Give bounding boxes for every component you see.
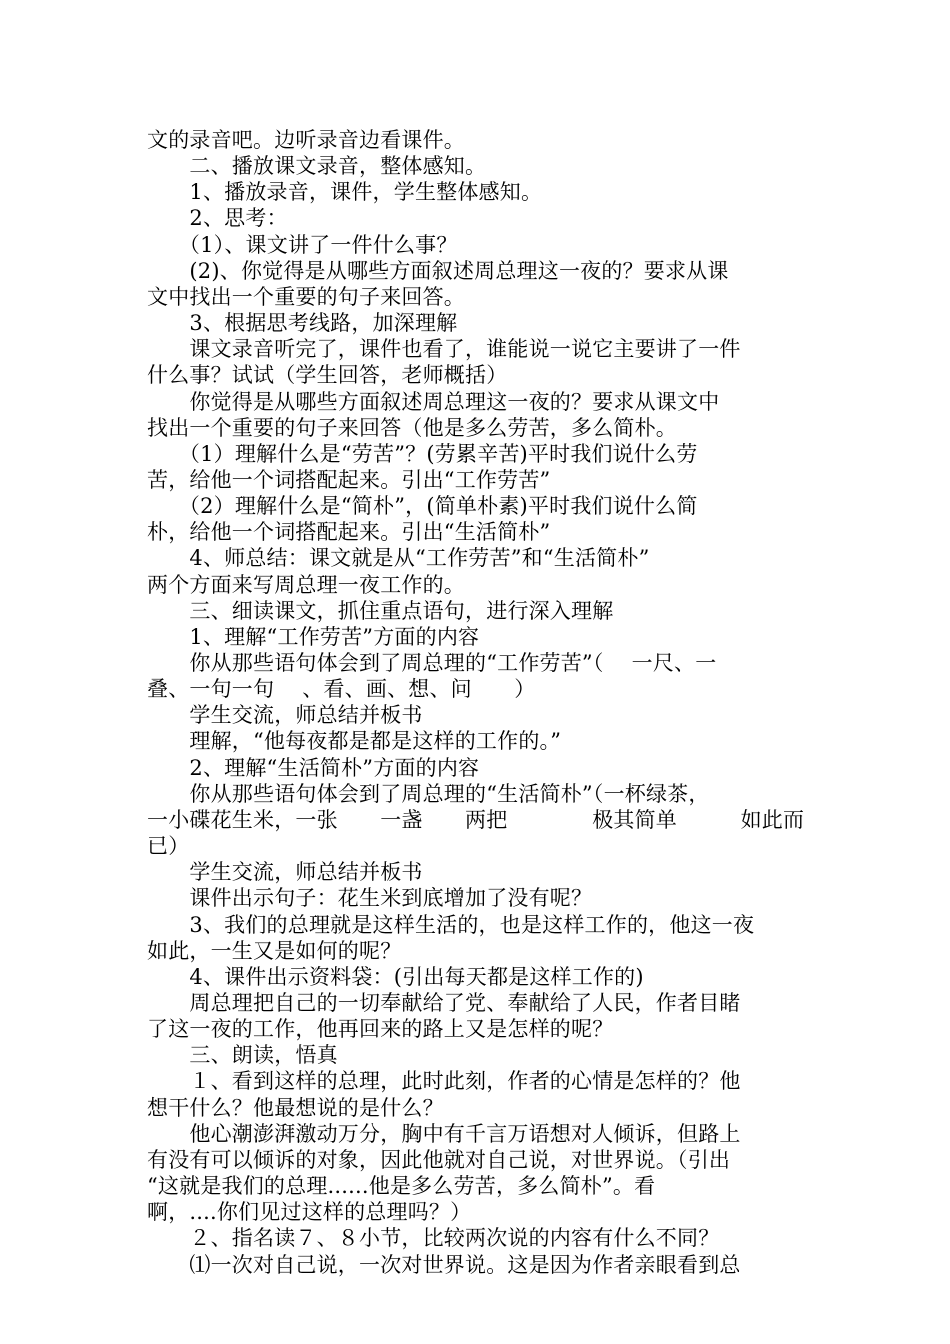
text-line: 你从那些语句体会到了周总理的“工作劳苦”（ 一尺、一 xyxy=(147,651,717,675)
text-line: （1）、课文讲了一件什么事？ xyxy=(147,232,458,257)
text-line: 3、根据思考线路，加深理解 xyxy=(147,311,458,335)
text-line: 想干什么？他最想说的是什么？ xyxy=(147,1095,444,1120)
text-line: ⑴一次对自己说，一次对世界说。这是因为作者亲眼看到总 xyxy=(147,1252,741,1277)
text-line: 文中找出一个重要的句子来回答。 xyxy=(147,284,465,309)
text-line: 课文录音听完了，课件也看了，谁能说一说它主要讲了一件 xyxy=(147,337,741,362)
text-line: 什么事？试试（学生回答，老师概括） xyxy=(147,363,508,388)
text-line: 4、师总结：课文就是从“工作劳苦”和“生活简朴” xyxy=(147,546,650,571)
text-line: ２、指名读７、８小节，比较两次说的内容有什么不同？ xyxy=(147,1226,720,1251)
text-line: (2)、你觉得是从哪些方面叙述周总理这一夜的？要求从课 xyxy=(147,258,729,283)
text-line: 二、播放课文录音，整体感知。 xyxy=(147,154,487,179)
text-line: 了这一夜的工作，他再回来的路上又是怎样的呢？ xyxy=(147,1017,614,1042)
text-line: 2、理解“生活简朴”方面的内容 xyxy=(147,755,480,780)
text-line: 学生交流，师总结并板书 xyxy=(147,860,423,885)
text-line: 苦，给他一个词搭配起来。引出“工作劳苦” xyxy=(147,467,551,492)
text-line: 叠、一句一句 、看、画、想、问 ） xyxy=(147,677,536,702)
text-line: １、看到这样的总理，此时此刻，作者的心情是怎样的？他 xyxy=(147,1069,741,1094)
text-line: 文的录音吧。边听录音边看课件。 xyxy=(147,128,465,152)
text-line: （1）理解什么是“劳苦”？(劳累辛苦)平时我们说什么劳 xyxy=(147,441,698,466)
text-line: 有没有可以倾诉的对象，因此他就对自己说，对世界说。（引出 xyxy=(147,1147,731,1172)
text-line: 啊，....你们见过这样的总理吗？） xyxy=(147,1200,472,1225)
text-line: 他心潮澎湃激动万分，胸中有千言万语想对人倾诉，但路上 xyxy=(147,1121,741,1146)
text-line: 你觉得是从哪些方面叙述周总理这一夜的？要求从课文中 xyxy=(147,389,720,414)
text-line: 已） xyxy=(147,834,190,858)
text-line: 2、思考： xyxy=(147,206,288,231)
text-line: 找出一个重要的句子来回答（他是多么劳苦，多么简朴。 xyxy=(147,415,677,440)
text-line: 学生交流，师总结并板书 xyxy=(147,703,423,728)
text-line: 4、课件出示资料袋：(引出每天都是这样工作的) xyxy=(147,964,644,989)
text-line: （2）理解什么是“简朴”，(简单朴素)平时我们说什么简 xyxy=(147,494,698,519)
text-line: 一小碟花生米，一张 一盏 两把 极其简单 如此而 xyxy=(147,807,805,832)
text-line: 理解，“他每夜都是都是这样的工作的。” xyxy=(147,729,562,754)
text-line: 你从那些语句体会到了周总理的“生活简朴”（一杯绿茶， xyxy=(147,781,710,806)
text-line: 三、朗读，悟真 xyxy=(147,1043,338,1068)
text-line: 1、理解“工作劳苦”方面的内容 xyxy=(147,624,480,649)
text-line: 三、细读课文，抓住重点语句，进行深入理解 xyxy=(147,598,614,623)
text-line: 周总理把自己的一切奉献给了党、奉献给了人民，作者目睹 xyxy=(147,990,741,1015)
text-line: 朴，给他一个词搭配起来。引出“生活简朴” xyxy=(147,520,551,545)
text-line: 3、我们的总理就是这样生活的，也是这样工作的，他这一夜 xyxy=(147,912,755,937)
text-line: 课件出示句子：花生米到底增加了没有呢？ xyxy=(147,886,593,911)
text-line: 1、播放录音，课件，学生整体感知。 xyxy=(147,180,543,205)
text-line: 如此，一生又是如何的呢？ xyxy=(147,938,402,963)
text-line: “这就是我们的总理......他是多么劳苦，多么简朴”。看 xyxy=(147,1174,656,1198)
text-line: 两个方面来写周总理一夜工作的。 xyxy=(147,572,465,597)
